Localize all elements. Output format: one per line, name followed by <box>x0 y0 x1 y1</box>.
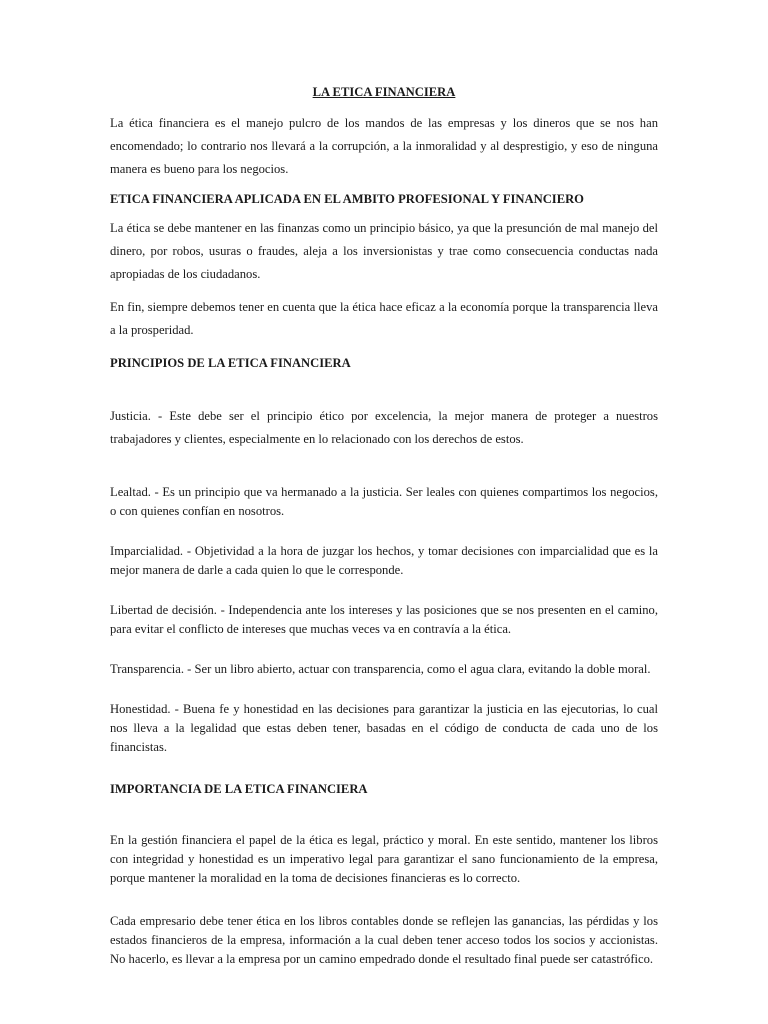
section-heading-ambito: ETICA FINANCIERA APLICADA EN EL AMBITO PROFESIONAL Y FINANCIERO <box>110 192 584 206</box>
section-heading-importancia: IMPORTANCIA DE LA ETICA FINANCIERA <box>110 782 368 796</box>
intro-paragraph: La ética financiera es el manejo pulcro de los mandos de las empresas y los dineros que se nos han encomendado; lo contrario nos llevará a la corrupción, a la inmoralidad y al desprestigio, y eso de ninguna manera es bueno para los negocios. <box>110 116 658 176</box>
principle-justicia: Justicia. - Este debe ser el principio ético por excelencia, la mejor manera de proteger a nuestros trabajadores y clientes, especialmente en lo relacionado con los derechos de estos. <box>110 409 658 446</box>
principle-honestidad: Honestidad. - Buena fe y honestidad en las decisiones para garantizar la justicia en las ejecutorias, lo cual nos lleva a la legalidad que estas deben tener, basadas en el código de conducta de cada uno de los financistas. <box>110 702 658 754</box>
document-page <box>110 84 658 969</box>
principle-imparcialidad: Imparcialidad. - Objetividad a la hora de juzgar los hechos, y tomar decisiones con imparcialidad que es la mejor manera de darle a cada quien lo que le corresponde. <box>110 544 658 577</box>
section3-paragraph: En la gestión financiera el papel de la ética es legal, práctico y moral. En este sentido, mantener los libros con integridad y honestidad es un imperativo legal para garantizar el sano funcionamiento de la empresa, porque mantener la moralidad en la toma de decisiones financieras es lo correcto. <box>110 833 658 885</box>
principle-transparencia: Transparencia. - Ser un libro abierto, actuar con transparencia, como el agua clara, evitando la doble moral. <box>110 662 651 676</box>
section3-paragraph: Cada empresario debe tener ética en los libros contables donde se reflejen las ganancias, las pérdidas y los estados financieros de la empresa, información a la cual deben tener acceso todos los socios y accionistas. No hacerlo, es llevar a la empresa por un camino empedrado donde el resultado final puede ser catastrófico. <box>110 914 658 966</box>
section-heading-principios: PRINCIPIOS DE LA ETICA FINANCIERA <box>110 356 351 370</box>
document-title: LA ETICA FINANCIERA <box>312 85 456 99</box>
principle-lealtad: Lealtad. - Es un principio que va hermanado a la justicia. Ser leales con quienes compartimos los negocios, o con quienes confían en nosotros. <box>110 485 658 518</box>
section1-paragraph: En fin, siempre debemos tener en cuenta que la ética hace eficaz a la economía porque la transparencia lleva a la prosperidad. <box>110 300 658 337</box>
principle-libertad: Libertad de decisión. - Independencia ante los intereses y las posiciones que se nos presenten en el camino, para evitar el conflicto de intereses que muchas veces va en contravía a la ética. <box>110 603 658 636</box>
section1-paragraph: La ética se debe mantener en las finanzas como un principio básico, ya que la presunción de mal manejo del dinero, por robos, usuras o fraudes, aleja a los inversionistas y trae como consecuencia conductas nada apropiadas de los ciudadanos. <box>110 221 658 281</box>
